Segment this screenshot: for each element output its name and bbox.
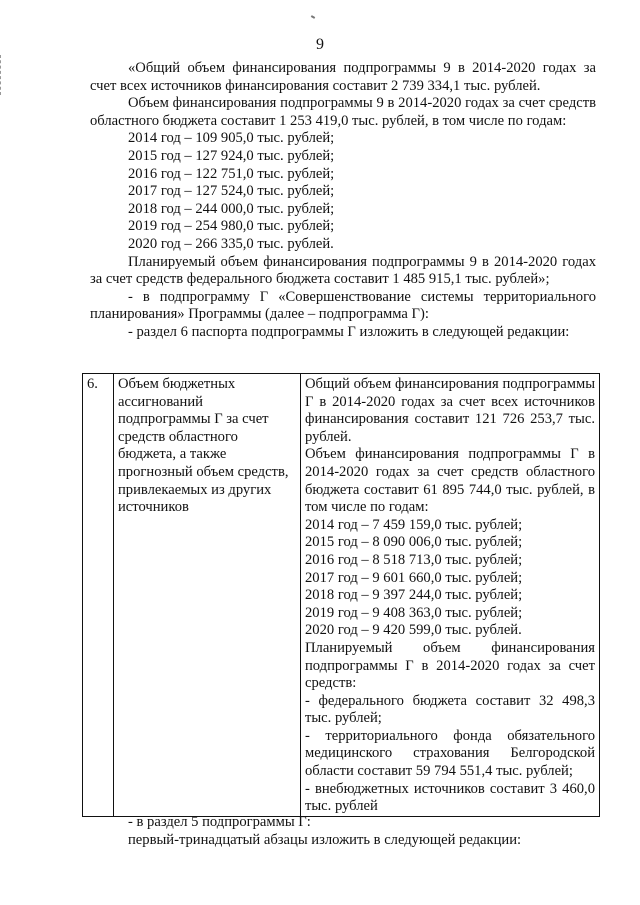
planned-funding-text: Планируемый объем финансирования подпрограммы Г в 2014-2020 годах за счет средств: [305,639,595,692]
year-item: 2016 год – 122 751,0 тыс. рублей; [128,165,335,182]
scan-edge-marks [0,55,3,95]
regional-funding-text: Объем финансирования подпрограммы Г в 2014-2020 годах за счет средств областного бюджета составит 61 895 744,0 тыс. рублей, в том числе по годам: [305,446,595,516]
paragraph-regional-funding-9: Объем финансирования подпрограммы 9 в 2014-2020 годах за счет средств областного бюджета составит 1 253 419,0 тыс. рублей, в том числе по годам: [90,95,596,129]
passport-table [82,373,600,817]
table-row [83,374,600,817]
year-item: 2014 год – 109 905,0 тыс. рублей; [128,130,335,147]
scan-mark [311,15,315,19]
paragraph-section-5: - в раздел 5 подпрограммы Г: [128,814,311,830]
paragraph-abzacy: первый-тринадцатый абзацы изложить в следующей редакции: [128,831,522,848]
row-value-cell [301,374,600,817]
year-item: 2014 год – 7 459 159,0 тыс. рублей; [305,516,523,533]
paragraph-total-funding-9: «Общий объем финансирования подпрограммы 9 в 2014-2020 годах за счет всех источников финансирования составит 2 739 334,1 тыс. рублей. [90,60,596,94]
year-item: 2019 год – 254 980,0 тыс. рублей; [128,218,335,235]
year-item: 2018 год – 9 397 244,0 тыс. рублей; [305,587,523,604]
paragraph-subprogram-g: - в подпрограмму Г «Совершенствование системы территориального планирования» Программы (далее – подпрограмма Г): [90,288,596,323]
paragraph-federal-funding-9: Планируемый объем финансирования подпрограммы 9 в 2014-2020 годах за счет средств федерального бюджета составит 1 485 915,1 тыс. рублей»; [90,253,596,288]
year-item: 2020 год – 266 335,0 тыс. рублей. [128,235,334,252]
year-item: 2017 год – 9 601 660,0 тыс. рублей; [305,569,523,586]
year-list-9 [90,130,596,253]
year-item: 2018 год – 244 000,0 тыс. рублей; [128,200,335,217]
extra-budget-text: - внебюджетных источников составит 3 460,0 тыс. рублей [305,780,595,815]
row-label-cell: Объем бюджетных ассигнований подпрограммы Г за счет средств областного бюджета, а также прогнозный объем средств, привлекаемых из других источников [114,374,301,817]
paragraph-section-6: - раздел 6 паспорта подпрограммы Г изложить в следующей редакции: [128,323,570,340]
page-number: 9 [316,36,324,53]
total-funding-text: Общий объем финансирования подпрограммы Г в 2014-2020 годах за счет всех источников финансирования составит 121 726 253,7 тыс. рублей. [305,376,595,445]
year-item: 2015 год – 127 924,0 тыс. рублей; [128,147,335,164]
oms-fund-text: - территориального фонда обязательного медицинского страхования Белгородской области составит 59 794 551,4 тыс. рублей; [305,727,595,780]
federal-budget-text: - федерального бюджета составит 32 498,3 тыс. рублей; [305,692,595,727]
year-item: 2016 год – 8 518 713,0 тыс. рублей; [305,551,523,568]
tail-text [90,814,596,849]
year-item: 2019 год – 9 408 363,0 тыс. рублей; [305,604,523,621]
year-item: 2015 год – 8 090 006,0 тыс. рублей; [305,534,523,551]
year-item: 2017 год – 127 524,0 тыс. рублей; [128,183,335,200]
year-item: 2020 год – 9 420 599,0 тыс. рублей. [305,622,522,639]
row-number-cell: 6. [83,374,114,817]
body-text [90,60,596,342]
